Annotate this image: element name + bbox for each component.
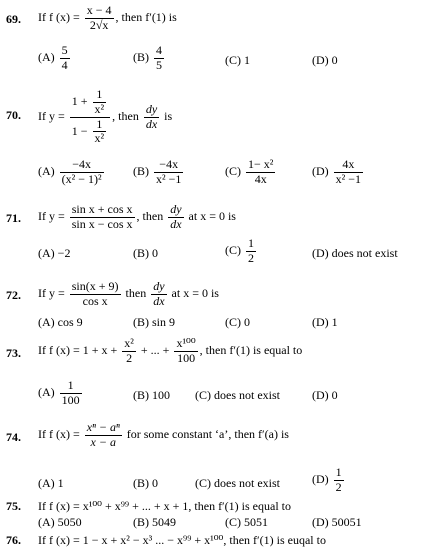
denominator: 2 bbox=[126, 350, 133, 365]
option-text: 0 bbox=[152, 246, 158, 260]
stem-fraction bbox=[70, 203, 135, 232]
option-label: (A) bbox=[38, 385, 55, 400]
option-text: 5050 bbox=[57, 515, 82, 529]
denominator: 100 bbox=[177, 350, 196, 365]
option-text: does not exist bbox=[214, 388, 280, 402]
stem-fraction bbox=[85, 421, 122, 450]
option-label: (C) bbox=[225, 53, 241, 67]
numerator: sin(x + 9) bbox=[71, 279, 119, 293]
option-b[interactable] bbox=[133, 44, 166, 73]
option-label: (D) bbox=[312, 388, 329, 402]
numerator: x − 4 bbox=[86, 3, 112, 17]
numerator: 1 bbox=[93, 118, 107, 133]
denominator: 2 bbox=[335, 479, 342, 494]
numerator: 1− x² bbox=[248, 157, 274, 171]
stem-text: at x = 0 is bbox=[171, 286, 219, 301]
denominator: (x² − 1)² bbox=[61, 171, 102, 186]
option-label: (A) bbox=[38, 476, 55, 490]
question-number: 73. bbox=[6, 346, 21, 360]
denominator: x² bbox=[94, 101, 105, 116]
option-d[interactable] bbox=[312, 315, 338, 330]
numerator: 4x bbox=[334, 158, 363, 173]
option-b[interactable] bbox=[133, 388, 170, 403]
option-label: (A) bbox=[38, 315, 55, 329]
denominator bbox=[70, 118, 110, 147]
option-d[interactable] bbox=[312, 515, 362, 530]
option-d[interactable] bbox=[312, 466, 346, 495]
stem-text: If f (x) = bbox=[38, 10, 80, 25]
option-text: 50051 bbox=[331, 515, 362, 529]
numerator: 4 bbox=[156, 43, 162, 57]
numerator bbox=[70, 88, 110, 118]
denominator: dx bbox=[153, 293, 165, 308]
option-d[interactable] bbox=[312, 158, 365, 187]
option-label: (B) bbox=[133, 476, 149, 490]
option-a[interactable] bbox=[38, 515, 82, 530]
denominator: cos x bbox=[82, 293, 108, 308]
option-text: 0 bbox=[244, 315, 250, 329]
option-b[interactable] bbox=[133, 315, 175, 330]
question-stem bbox=[38, 337, 302, 366]
question-number: 70. bbox=[6, 108, 21, 122]
question-number: 74. bbox=[6, 430, 21, 444]
option-b[interactable] bbox=[133, 246, 158, 261]
numerator: dy bbox=[170, 202, 182, 216]
question-number: 76. bbox=[6, 533, 21, 547]
inner-fraction bbox=[93, 88, 107, 117]
option-text: sin 9 bbox=[152, 315, 176, 329]
option-label: (C) bbox=[225, 243, 241, 258]
numerator: xⁿ − aⁿ bbox=[86, 420, 120, 434]
numerator-term: 1 + bbox=[71, 94, 88, 109]
denominator: 4x bbox=[254, 171, 267, 186]
numerator: −4x bbox=[154, 158, 183, 173]
option-d[interactable] bbox=[312, 388, 338, 403]
denominator: x² bbox=[94, 131, 105, 146]
option-label: (B) bbox=[133, 388, 149, 402]
option-text: 0 bbox=[331, 388, 338, 402]
question-number: 75. bbox=[6, 499, 21, 513]
term-fraction bbox=[122, 337, 136, 366]
option-label: (D) bbox=[312, 53, 329, 67]
question-stem bbox=[38, 4, 177, 33]
question-number: 69. bbox=[6, 12, 21, 26]
numerator: −4x bbox=[60, 158, 104, 173]
option-text: 1 bbox=[244, 53, 250, 67]
numerator: dy bbox=[145, 101, 158, 116]
option-label: (B) bbox=[133, 164, 149, 179]
option-label: (C) bbox=[225, 315, 241, 329]
option-c[interactable] bbox=[195, 476, 280, 491]
option-label: (B) bbox=[133, 515, 149, 529]
numerator: 1 bbox=[60, 379, 82, 394]
option-text: 5051 bbox=[244, 515, 268, 529]
option-text: 1 bbox=[331, 315, 338, 329]
denominator: 2 bbox=[248, 250, 254, 265]
option-text: cos 9 bbox=[57, 315, 83, 329]
denominator: x² −1 bbox=[156, 171, 182, 186]
term-fraction bbox=[174, 337, 197, 366]
denominator: 5 bbox=[156, 57, 162, 72]
option-label: (D) bbox=[312, 472, 329, 487]
question-stem: If f (x) = 1 − x + x² − x³ ... − x⁹⁹ + x¹⁰⁰, then f′(1) is euqal to bbox=[38, 533, 326, 547]
option-a[interactable] bbox=[38, 158, 106, 187]
stem-text: If y = bbox=[38, 286, 65, 301]
option-text: 5049 bbox=[152, 515, 176, 529]
option-a[interactable] bbox=[38, 476, 64, 491]
stem-text: , then f′(1) is equal to bbox=[199, 343, 303, 358]
option-fraction bbox=[60, 158, 104, 187]
stem-text: for some constant ‘a’, then f′(a) is bbox=[126, 427, 289, 442]
option-d[interactable] bbox=[312, 246, 398, 261]
option-label: (C) bbox=[225, 164, 241, 179]
stem-text: then bbox=[125, 286, 147, 301]
option-label: (C) bbox=[225, 515, 241, 529]
stem-text: If f (x) = 1 + x + bbox=[38, 343, 118, 358]
question-number: 71. bbox=[6, 211, 21, 225]
option-label: (C) bbox=[195, 388, 211, 402]
denominator: dx bbox=[145, 116, 158, 131]
option-label: (B) bbox=[133, 246, 149, 260]
option-a[interactable] bbox=[38, 379, 84, 408]
denominator: sin x − cos x bbox=[71, 216, 133, 231]
option-text: 0 bbox=[152, 476, 158, 490]
option-d[interactable] bbox=[312, 53, 338, 68]
derivative-fraction bbox=[144, 103, 159, 132]
stem-text: If y = bbox=[38, 209, 65, 224]
denominator: 100 bbox=[61, 392, 80, 407]
option-label: (C) bbox=[195, 476, 211, 490]
question-stem bbox=[38, 280, 219, 309]
denominator: dx bbox=[170, 216, 182, 231]
stem-text: , then f′(1) is bbox=[115, 10, 177, 25]
numerator: x² bbox=[124, 336, 134, 350]
denominator: x² −1 bbox=[335, 171, 362, 186]
option-label: (D) bbox=[312, 246, 329, 260]
numerator: 1 bbox=[335, 465, 342, 479]
option-text: −2 bbox=[57, 246, 71, 260]
numerator: sin x + cos x bbox=[71, 202, 133, 216]
numerator: dy bbox=[153, 279, 165, 293]
option-text: does not exist bbox=[214, 476, 280, 490]
option-a[interactable] bbox=[38, 44, 72, 73]
option-text: does not exist bbox=[331, 246, 398, 260]
stem-text: , then bbox=[136, 209, 164, 224]
option-fraction bbox=[154, 158, 183, 187]
numerator: 1 bbox=[93, 88, 107, 103]
option-label: (D) bbox=[312, 164, 329, 179]
question-stem bbox=[38, 88, 172, 146]
option-text: 1 bbox=[57, 476, 64, 490]
numerator: 5 bbox=[61, 43, 68, 57]
question-number: 72. bbox=[6, 288, 21, 302]
option-text: 100 bbox=[152, 388, 170, 402]
denominator-term: 1 − bbox=[71, 123, 88, 138]
stem-text: + ... + bbox=[140, 343, 170, 358]
option-a[interactable] bbox=[38, 315, 83, 330]
option-a[interactable] bbox=[38, 246, 70, 261]
option-label: (B) bbox=[133, 315, 149, 329]
option-label: (B) bbox=[133, 50, 149, 65]
stem-fraction bbox=[85, 4, 114, 33]
option-text: 0 bbox=[331, 53, 338, 67]
derivative-fraction bbox=[168, 203, 183, 232]
option-fraction bbox=[60, 379, 82, 408]
denominator: x − a bbox=[90, 434, 116, 449]
option-c[interactable] bbox=[225, 515, 268, 530]
option-c[interactable] bbox=[195, 388, 280, 403]
question-stem: If f (x) = x¹⁰⁰ + x⁹⁹ + ... + x + 1, then f′(1) is equal to bbox=[38, 499, 292, 513]
stem-compound-fraction bbox=[70, 88, 110, 146]
denominator: 2√x bbox=[89, 17, 109, 32]
option-label: (D) bbox=[312, 515, 329, 529]
numerator: x¹⁰⁰ bbox=[176, 336, 196, 350]
denominator: 4 bbox=[61, 57, 68, 72]
stem-text: , then bbox=[112, 108, 139, 123]
option-label: (A) bbox=[38, 246, 55, 260]
question-stem bbox=[38, 421, 289, 450]
option-c[interactable] bbox=[225, 53, 250, 68]
option-fraction bbox=[246, 158, 275, 187]
numerator: 1 bbox=[248, 236, 254, 250]
option-fraction bbox=[334, 466, 344, 495]
option-c[interactable] bbox=[225, 315, 250, 330]
option-c[interactable] bbox=[225, 237, 258, 266]
stem-text: at x = 0 is bbox=[188, 209, 236, 224]
option-b[interactable] bbox=[133, 158, 185, 187]
option-label: (D) bbox=[312, 315, 329, 329]
option-label: (A) bbox=[38, 515, 55, 529]
option-b[interactable] bbox=[133, 515, 176, 530]
option-fraction bbox=[334, 158, 363, 187]
stem-text: If y = bbox=[38, 108, 65, 123]
option-fraction bbox=[154, 44, 164, 73]
stem-text: If f (x) = bbox=[38, 427, 80, 442]
option-label: (A) bbox=[38, 164, 55, 179]
stem-text: is bbox=[164, 108, 173, 123]
derivative-fraction bbox=[151, 280, 166, 309]
option-fraction bbox=[246, 237, 256, 266]
stem-fraction bbox=[70, 280, 121, 309]
question-stem bbox=[38, 203, 236, 232]
option-b[interactable] bbox=[133, 476, 158, 491]
inner-fraction bbox=[93, 118, 107, 147]
option-label: (A) bbox=[38, 50, 55, 65]
option-fraction bbox=[60, 44, 70, 73]
option-c[interactable] bbox=[225, 158, 277, 187]
